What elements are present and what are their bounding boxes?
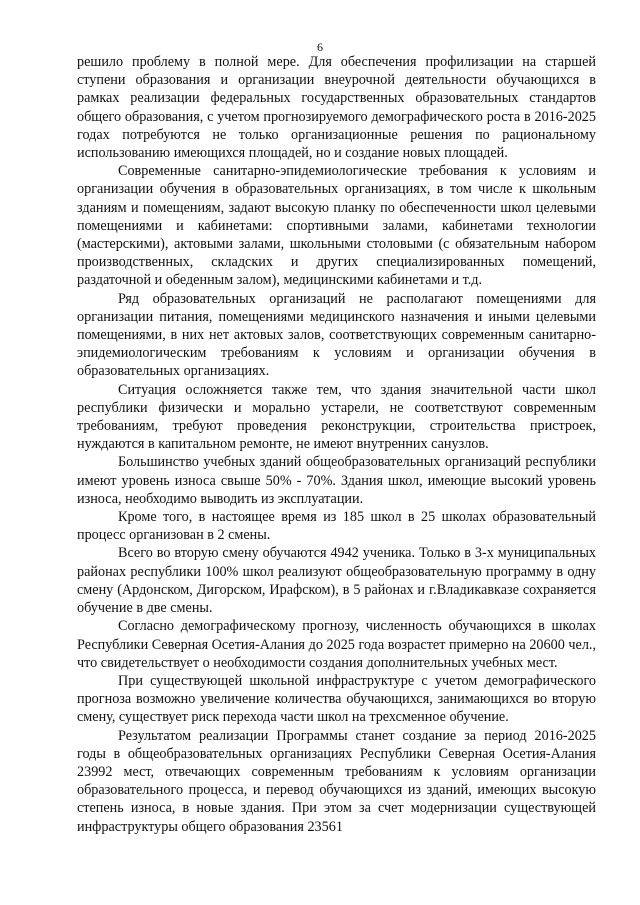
paragraph-three-shift-risk: При существующей школьной инфраструктуре с учетом демографического прогноза возможно увеличение количества обучающихся, занимающихся во вторую смену, существует риск перехода части школ на трехсменное обучение. — [77, 672, 596, 726]
body-text — [77, 53, 596, 836]
paragraph-demographic-forecast: Согласно демографическому прогнозу, численность обучающихся в школах Республики Северная Осетия-Алания до 2025 года возрастет примерно на 20600 чел., что свидетельствует о необходимости создания дополнительных учебных мест. — [77, 618, 596, 671]
page-number: 6 — [317, 40, 323, 54]
paragraph-wear-level: Большинство учебных зданий общеобразовательных организаций республики имеют уровень износа свыше 50% - 70%. Здания школ, имеющие высокий уровень износа, необходимо выводить из эксплуатации. — [77, 454, 596, 507]
paragraph-continuation: решило проблему в полной мере. Для обеспечения профилизации на старшей ступени образования и организации внеурочной деятельности обучающихся в рамках реализации федеральных государственных образовательных стандартов общего образования, с учетом прогнозируемого демографического роста в 2016-2025 годах потребуются не только организационные решения по рациональному использованию имеющихся площадей, но и создание новых площадей. — [77, 54, 596, 162]
paragraph-second-shift-students: Всего во вторую смену обучаются 4942 ученика. Только в 3-х муниципальных районах республики 100% школ реализуют общеобразовательную программу в одну смену (Ардонском, Дигорском, Ирафском), в 5 районах и г.Владикавказе сохраняется обучение в две смены. — [77, 545, 596, 617]
paragraph-outdated-buildings: Ситуация осложняется также тем, что здания значительной части школ республики физически и морально устарели, не соответствуют современным требованиям, требуют проведения реконструкции, строительства пристроек, нуждаются в капитальном ремонте, не имеют внутренних санузлов. — [77, 381, 596, 453]
paragraph-sanitary-requirements: Современные санитарно-эпидемиологические требования к условиям и организации обучения в образовательных организациях, в том числе к школьным зданиям и помещениям, задают высокую планку по обеспеченности школ целевыми помещениями и кабинетами: спортивными залами, кабинетами технологии (мастерскими), актовыми залами, школьными столовыми (с обязательным набором производственных, складских и других специализированных помещений, раздаточной и обеденным залом), медицинскими кабинетами и т.д. — [77, 163, 596, 289]
paragraph-program-result: Результатом реализации Программы станет создание за период 2016-2025 годы в общеобразовательных организациях Республики Северная Осетия-Алания 23992 мест, отвечающих современным требованиям к условиям организации образовательного процесса, и перевод обучающихся из зданий, имеющих высокую степень износа, в новые здания. При этом за счет модернизации существующей инфраструктуры общего образования 23561 — [77, 727, 596, 835]
paragraph-two-shifts: Кроме того, в настоящее время из 185 школ в 25 школах образовательный процесс организован в 2 смены. — [77, 509, 596, 544]
paragraph-missing-premises: Ряд образовательных организаций не располагают помещениями для организации питания, помещениями медицинского назначения и иными целевыми помещениями, в них нет актовых залов, соответствующих современным санитарно-эпидемиологическим требованиям к условиям и организации обучения в образовательных организациях. — [77, 290, 596, 380]
